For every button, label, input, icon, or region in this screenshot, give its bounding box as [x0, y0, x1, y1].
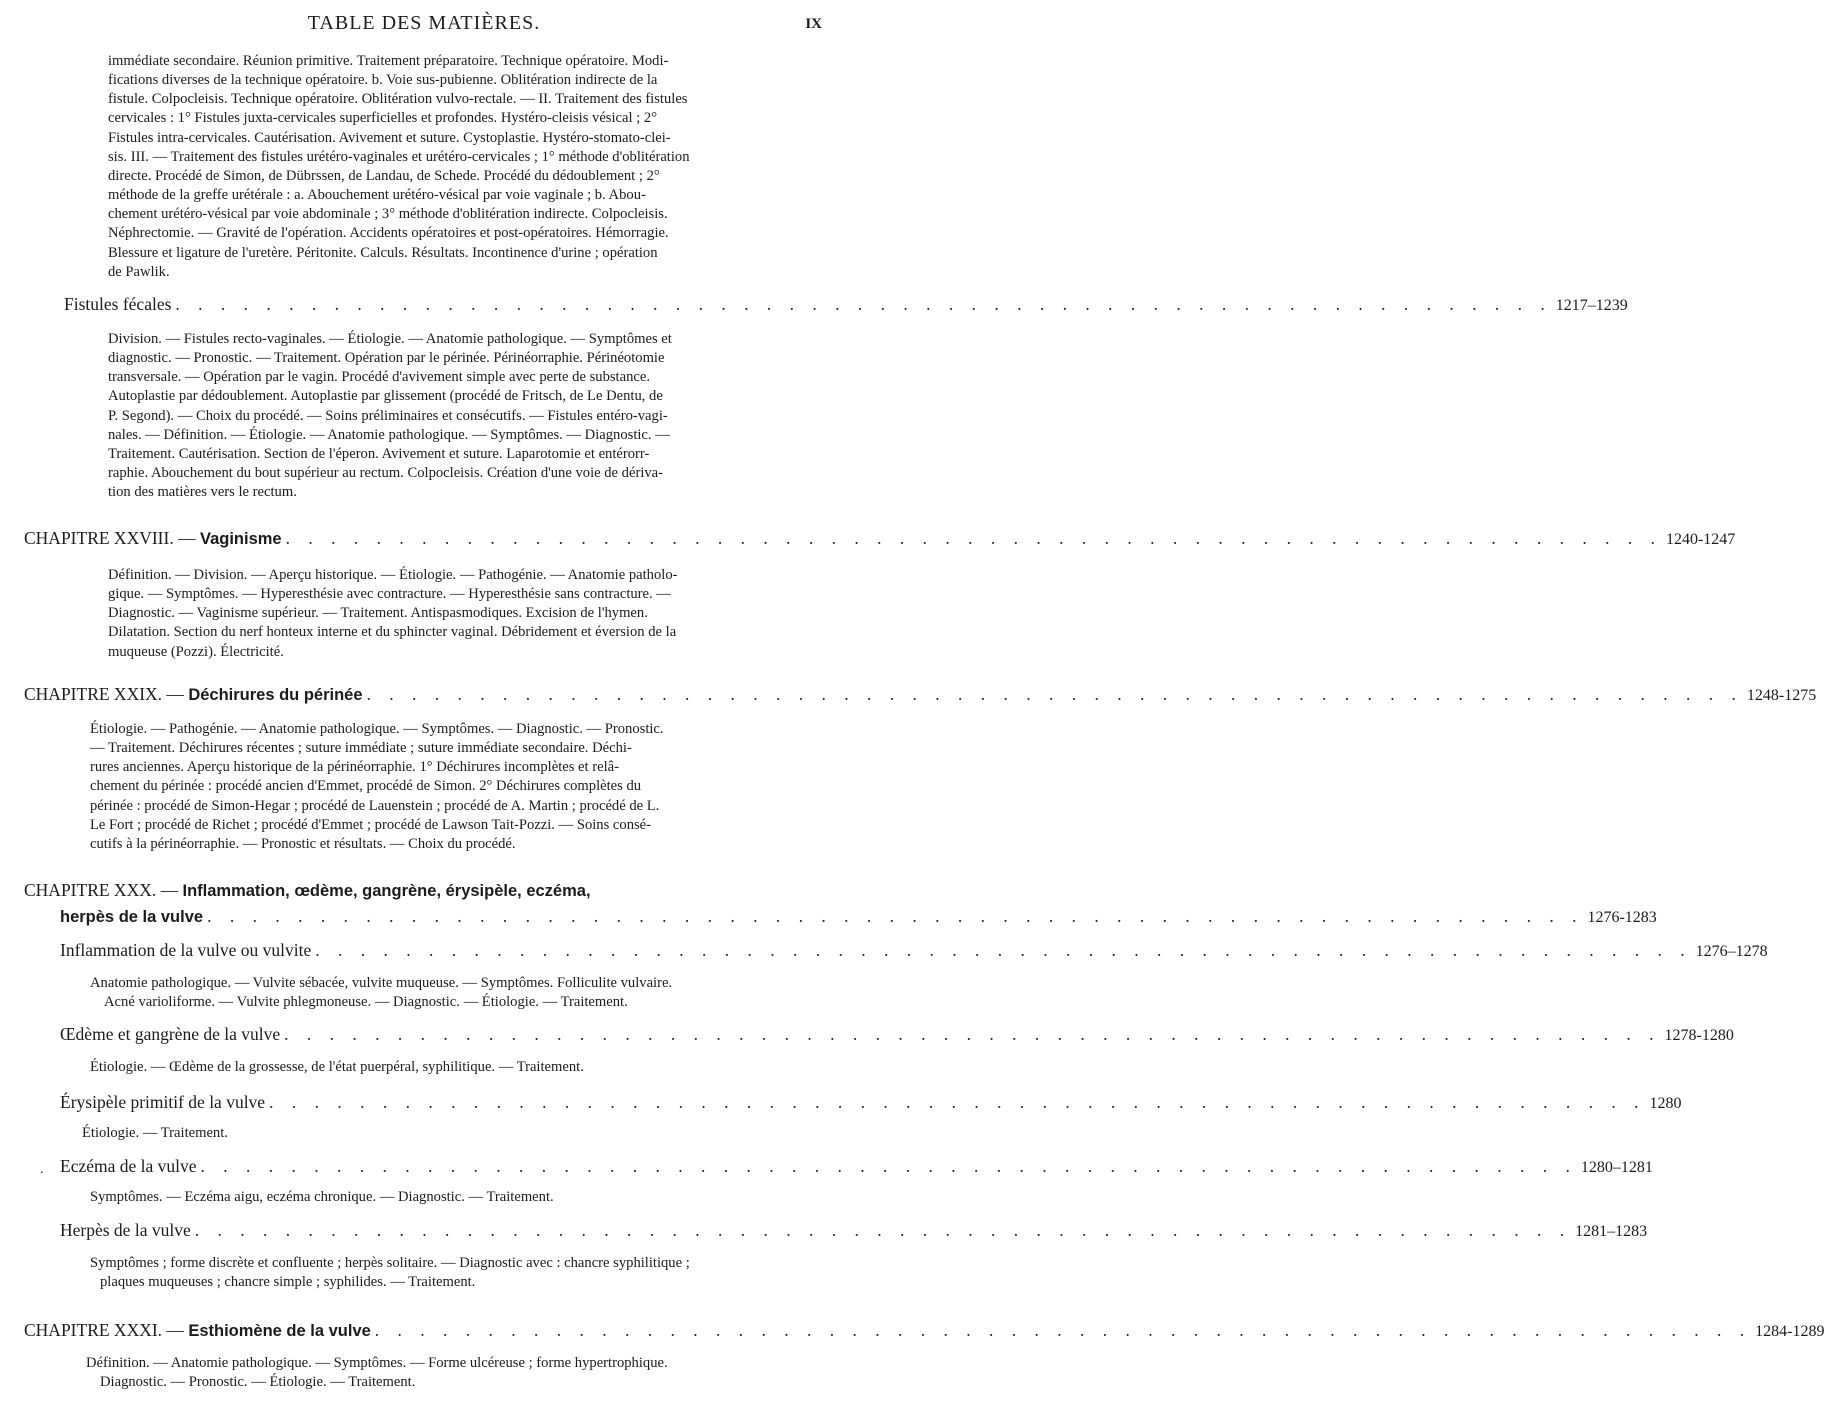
running-title: TABLE DES MATIÈRES. — [307, 12, 541, 34]
toc-entry-erysipele[interactable] — [60, 1092, 1682, 1113]
stray-mark: . — [40, 1162, 44, 1177]
text-line: Diagnostic. — Pronostic. — Étiologie. — Traitement. — [100, 1374, 416, 1391]
text-line: Définition. — Division. — Aperçu historique. — Étiologie. — Pathogénie. — Anatomie patholo- — [108, 567, 678, 583]
text-line: Le Fort ; procédé de Richet ; procédé d'Emmet ; procédé de Lawson Tait-Pozzi. — Soins consé- — [90, 816, 652, 833]
fistules-fecales-summary — [108, 330, 832, 502]
chapitre-29-summary — [90, 720, 832, 854]
toc-entry-chapitre-29[interactable] — [24, 684, 1817, 705]
text-line: Étiologie. — Œdème de la grossesse, de l'état puerpéral, syphilitique. — Traitement. — [90, 1059, 584, 1075]
text-line: Définition. — Anatomie pathologique. — Symptômes. — Forme ulcéreuse ; forme hypertrophique. — [86, 1355, 668, 1371]
chapter-name: Déchirures du périnée — [188, 686, 363, 704]
leader-dots: . . . . . . . . . . . . . . . . . . . . . . . . . . . . . . . . . . . . . . . . . . . . . . . . . . . . . . . . . . . . . — [374, 1320, 1752, 1340]
toc-entry-herpes[interactable] — [60, 1220, 1648, 1241]
chapter-label: CHAPITRE XXVIII. — — [24, 528, 200, 548]
chapter-pages: 1276-1283 — [1587, 909, 1657, 926]
leader-dots: . . . . . . . . . . . . . . . . . . . . . . . . . . . . . . . . . . . . . . . . . . . . . . . . . . . . . . . . . . . . . — [285, 528, 1662, 548]
text-line: fications diverses de la technique opératoire. b. Voie sus-pubienne. Oblitération indirecte de la — [108, 72, 658, 89]
toc-entry-chapitre-30[interactable] — [60, 906, 1657, 927]
text-line: périnée : procédé de Simon-Hegar ; procédé de Lauenstein ; procédé de A. Martin ; procédé de L. — [90, 797, 660, 814]
text-line: Acné varioliforme. — Vulvite phlegmoneuse. — Diagnostic. — Étiologie. — Traitement. — [104, 994, 628, 1011]
herpes-summary — [90, 1254, 832, 1292]
text-line: gique. — Symptômes. — Hyperesthésie avec contracture. — Hyperesthésie sans contracture. — — [108, 586, 671, 603]
leader-dots: . . . . . . . . . . . . . . . . . . . . . . . . . . . . . . . . . . . . . . . . . . . . . . . . . . . . . . . . . . . . . — [207, 906, 1584, 926]
chapter-name-line-1: Inflammation, œdème, gangrène, érysipèle, eczéma, — [182, 882, 591, 900]
chapter-pages: 1248-1275 — [1746, 687, 1817, 704]
text-line: plaques muqueuses ; chancre simple ; syphilides. — Traitement. — [100, 1274, 476, 1291]
text-line: chement urétéro-vésical par voie abdominale ; 3° méthode d'oblitération indirecte. Colpocleisis. — [108, 206, 668, 223]
text-line: Blessure et ligature de l'uretère. Péritonite. Calculs. Résultats. Incontinence d'urine ; opération — [108, 244, 658, 261]
text-line: Division. — Fistules recto-vaginales. — Étiologie. — Anatomie pathologique. — Symptômes et — [108, 331, 672, 347]
entry-title: Œdème et gangrène de la vulve — [60, 1024, 281, 1044]
page-header — [0, 10, 848, 40]
text-line: Fistules intra-cervicales. Cautérisation. Avivement et suture. Cystoplastie. Hystéro-stomato-clei- — [108, 129, 671, 146]
text-line: transversale. — Opération par le vagin. Procédé d'avivement simple avec perte de substance. — [108, 369, 650, 386]
text-line: — Traitement. Déchirures récentes ; suture immédiate ; suture immédiate secondaire. Déchi- — [90, 740, 632, 757]
toc-entry-chapitre-30-heading[interactable] — [24, 880, 830, 901]
text-line: Anatomie pathologique. — Vulvite sébacée, vulvite muqueuse. — Symptômes. Folliculite vulvaire. — [90, 975, 673, 991]
chapter-pages: 1240-1247 — [1665, 531, 1736, 548]
text-line: Traitement. Cautérisation. Section de l'éperon. Avivement et suture. Laparotomie et entérorr- — [108, 445, 650, 462]
text-line: Étiologie. — Traitement. — [82, 1125, 228, 1141]
text-line: muqueuse (Pozzi). Électricité. — [108, 643, 284, 660]
eczema-summary — [90, 1188, 832, 1207]
text-line: Néphrectomie. — Gravité de l'opération. Accidents opératoires et post-opératoires. Hémorragie. — [108, 225, 669, 242]
chapitre-28-summary — [108, 566, 832, 662]
text-line: rures anciennes. Aperçu historique de la périnéorraphie. 1° Déchirures incomplètes et relâ- — [90, 759, 619, 776]
text-line: sis. III. — Traitement des fistules urétéro-vaginales et urétéro-cervicales ; 1° méthode d'oblitération — [108, 148, 690, 165]
text-line: méthode de la greffe urétérale : a. Abouchement urétéro-vésical par voie vaginale ; b. Abou- — [108, 187, 646, 204]
chapter-name-line-2: herpès de la vulve — [60, 908, 204, 926]
text-line: tion des matières vers le rectum. — [108, 484, 297, 501]
leader-dots: . . . . . . . . . . . . . . . . . . . . . . . . . . . . . . . . . . . . . . . . . . . . . . . . . . . . . . . . . . . . . — [315, 940, 1692, 960]
leader-dots: . . . . . . . . . . . . . . . . . . . . . . . . . . . . . . . . . . . . . . . . . . . . . . . . . . . . . . . . . . . . . — [284, 1024, 1661, 1044]
entry-title: Érysipèle primitif de la vulve — [60, 1092, 266, 1112]
chapter-name: Esthiomène de la vulve — [188, 1322, 371, 1340]
page-number: IX — [805, 16, 822, 32]
entry-pages: 1276–1278 — [1695, 943, 1768, 960]
toc-entry-chapitre-31[interactable] — [24, 1320, 1825, 1341]
text-line: cervicales : 1° Fistules juxta-cervicales superficielles et profondes. Hystéro-cleisis vésical ; 2° — [108, 110, 658, 127]
chapitre-31-summary — [86, 1354, 832, 1392]
intro-paragraph — [108, 52, 832, 282]
entry-title: Herpès de la vulve — [60, 1220, 191, 1240]
toc-entry-chapitre-28[interactable] — [24, 528, 1736, 549]
text-line: Symptômes. — Eczéma aigu, eczéma chronique. — Diagnostic. — Traitement. — [90, 1189, 554, 1205]
chapter-label: CHAPITRE XXX. — — [24, 880, 183, 900]
entry-pages: 1280–1281 — [1580, 1159, 1653, 1176]
toc-entry-fistules-fecales[interactable] — [64, 294, 1628, 315]
text-line: Étiologie. — Pathogénie. — Anatomie pathologique. — Symptômes. — Diagnostic. — Pronostic. — [90, 721, 664, 737]
leader-dots: . . . . . . . . . . . . . . . . . . . . . . . . . . . . . . . . . . . . . . . . . . . . . . . . . . . . . . . . . . . . . — [194, 1220, 1572, 1240]
text-line: Autoplastie par dédoublement. Autoplastie par glissement (procédé de Fritsch, de Le Dentu, de — [108, 388, 663, 405]
chapter-label: CHAPITRE XXXI. — — [24, 1320, 189, 1340]
oedeme-summary — [90, 1058, 832, 1077]
chapter-label: CHAPITRE XXIX. — — [24, 684, 189, 704]
text-line: diagnostic. — Pronostic. — Traitement. Opération par le périnée. Périnéorraphie. Périnéotomie — [108, 350, 665, 367]
text-line: Diagnostic. — Vaginisme supérieur. — Traitement. Antispasmodiques. Excision de l'hymen. — [108, 605, 648, 622]
leader-dots: . . . . . . . . . . . . . . . . . . . . . . . . . . . . . . . . . . . . . . . . . . . . . . . . . . . . . . . . . . . . . — [366, 684, 1743, 704]
text-line: chement du périnée : procédé ancien d'Emmet, procédé de Simon. 2° Déchirures complètes du — [90, 778, 642, 795]
chapter-name: Vaginisme — [199, 530, 282, 548]
erysipele-summary — [82, 1124, 832, 1143]
toc-entry-eczema[interactable] — [60, 1156, 1653, 1177]
text-line: cutifs à la périnéorraphie. — Pronostic et résultats. — Choix du procédé. — [90, 835, 516, 852]
entry-pages: 1217–1239 — [1555, 297, 1628, 314]
toc-entry-vulvite[interactable] — [60, 940, 1768, 961]
entry-title: Eczéma de la vulve — [60, 1156, 197, 1176]
entry-pages: 1280 — [1649, 1095, 1682, 1112]
text-line: Dilatation. Section du nerf honteux interne et du sphincter vaginal. Débridement et éversion de la — [108, 624, 677, 641]
vulvite-summary — [90, 974, 832, 1012]
toc-entry-oedeme-gangrene[interactable] — [60, 1024, 1734, 1045]
text-line: immédiate secondaire. Réunion primitive. Traitement préparatoire. Technique opératoire. Modi- — [108, 53, 669, 69]
leader-dots: . . . . . . . . . . . . . . . . . . . . . . . . . . . . . . . . . . . . . . . . . . . . . . . . . . . . . . . . . . . . . — [175, 294, 1552, 314]
text-line: de Pawlik. — [108, 263, 170, 280]
text-line: fistule. Colpocleisis. Technique opératoire. Oblitération vulvo-rectale. — II. Traitement des fistules — [108, 91, 688, 108]
text-line: nales. — Définition. — Étiologie. — Anatomie pathologique. — Symptômes. — Diagnostic. — — [108, 426, 670, 443]
entry-title: Inflammation de la vulve ou vulvite — [60, 940, 312, 960]
leader-dots: . . . . . . . . . . . . . . . . . . . . . . . . . . . . . . . . . . . . . . . . . . . . . . . . . . . . . . . . . . . . . — [200, 1156, 1577, 1176]
text-line: Symptômes ; forme discrète et confluente ; herpès solitaire. — Diagnostic avec : chancre syphilitique ; — [90, 1255, 690, 1271]
text-line: directe. Procédé de Simon, de Dübrssen, de Landau, de Schede. Procédé du dédoublement ; 2° — [108, 167, 660, 184]
chapter-pages: 1284-1289 — [1755, 1323, 1825, 1340]
text-line: P. Segond). — Choix du procédé. — Soins préliminaires et consécutifs. — Fistules entéro-vagi- — [108, 407, 668, 424]
leader-dots: . . . . . . . . . . . . . . . . . . . . . . . . . . . . . . . . . . . . . . . . . . . . . . . . . . . . . . . . . . . . . — [269, 1092, 1646, 1112]
entry-pages: 1281–1283 — [1575, 1223, 1648, 1240]
text-line: raphie. Abouchement du bout supérieur au rectum. Colpocleisis. Création d'une voie de dériva- — [108, 465, 664, 482]
entry-title: Fistules fécales — [64, 294, 172, 314]
entry-pages: 1278-1280 — [1664, 1027, 1734, 1044]
